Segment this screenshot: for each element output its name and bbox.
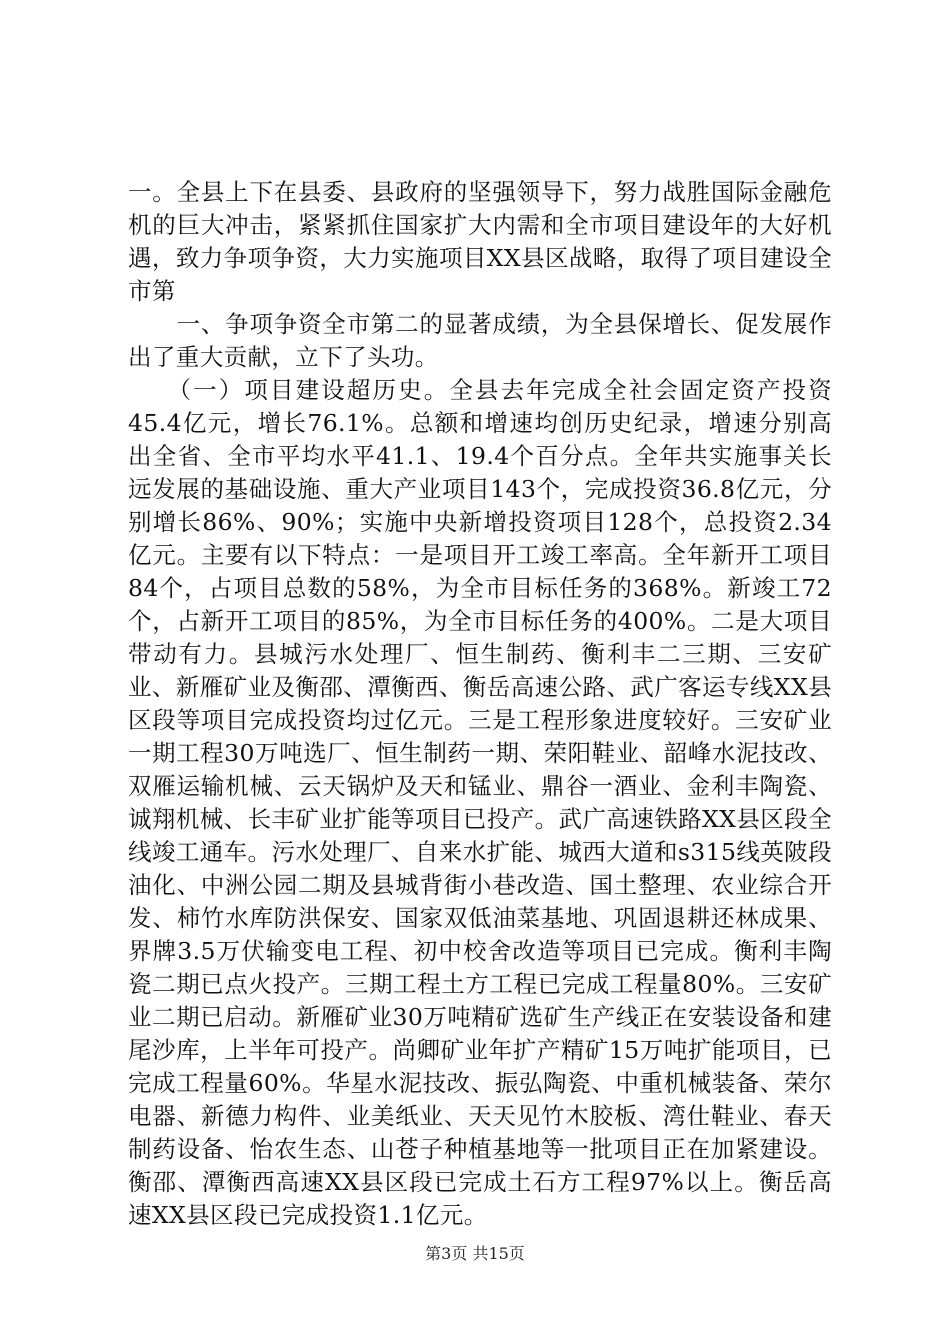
paragraph-2: 一、争项争资全市第二的显著成绩，为全县保增长、促发展作出了重大贡献，立下了头功。 xyxy=(128,310,832,371)
paragraph-3: （一）项目建设超历史。全县去年完成全社会固定资产投资45.4亿元，增长76.1%。总额和增速均创历史纪录，增速分别高出全省、全市平均水平41.1、19.4个百分点。全年共实施事关长远发展的基础设施、重大产业项目143个，完成投资36.8亿元，分别增长86%、90%；实施中央新增投资项目128个，总投资2.34亿元。主要有以下特点：一是项目开工竣工率高。全年新开工项目84个，占项目总数的58%，为全市目标任务的368%。新竣工72个，占新开工项目的85%，为全市目标任务的400%。二是大项目带动有力。县城污水处理厂、恒生制药、衡利丰二三期、三安矿业、新雁矿业及衡邵、潭衡西、衡岳高速公路、武广客运专线XX县区段等项目完成投资均过亿元。三是工程形象进度较好。三安矿业一期工程30万吨选厂、恒生制药一期、荣阳鞋业、韶峰水泥技改、双雁运输机械、云天锅炉及天和锰业、鼎谷一酒业、金利丰陶瓷、诚翔机械、长丰矿业扩能等项目已投产。武广高速铁路XX县区段全线竣工通车。污水处理厂、自来水扩能、城西大道和s315线英陂段油化、中洲公园二期及县城背街小巷改造、国土整理、农业综合开发、柿竹水库防洪保安、国家双低油菜基地、巩固退耕还林成果、界牌3.5万伏输变电工程、初中校舍改造等项目已完成。衡利丰陶瓷二期已点火投产。三期工程土方工程已完成工程量80%。三安矿业二期已启动。新雁矿业30万吨精矿选矿生产线正在安装设备和建尾沙库，上半年可投产。尚卿矿业年扩产精矿15万吨扩能项目，已完成工程量60%。华星水泥技改、振弘陶瓷、中重机械装备、荣尔电器、新德力构件、业美纸业、天天见竹木胶板、湾仕鞋业、春天制药设备、怡农生态、山苍子种植基地等一批项目正在加紧建设。衡邵、潭衡西高速XX县区段已完成土石方工程97%以上。衡岳高速XX县区段已完成投资1.1亿元。 xyxy=(128,376,832,1229)
document-body xyxy=(128,176,832,1232)
paragraph-1: 一。全县上下在县委、县政府的坚强领导下，努力战胜国际金融危机的巨大冲击，紧紧抓住国家扩大内需和全市项目建设年的大好机遇，致力争项争资，大力实施项目XX县区战略，取得了项目建设全市第 xyxy=(128,178,832,305)
page-number-footer: 第3页 共15页 xyxy=(425,1244,525,1263)
